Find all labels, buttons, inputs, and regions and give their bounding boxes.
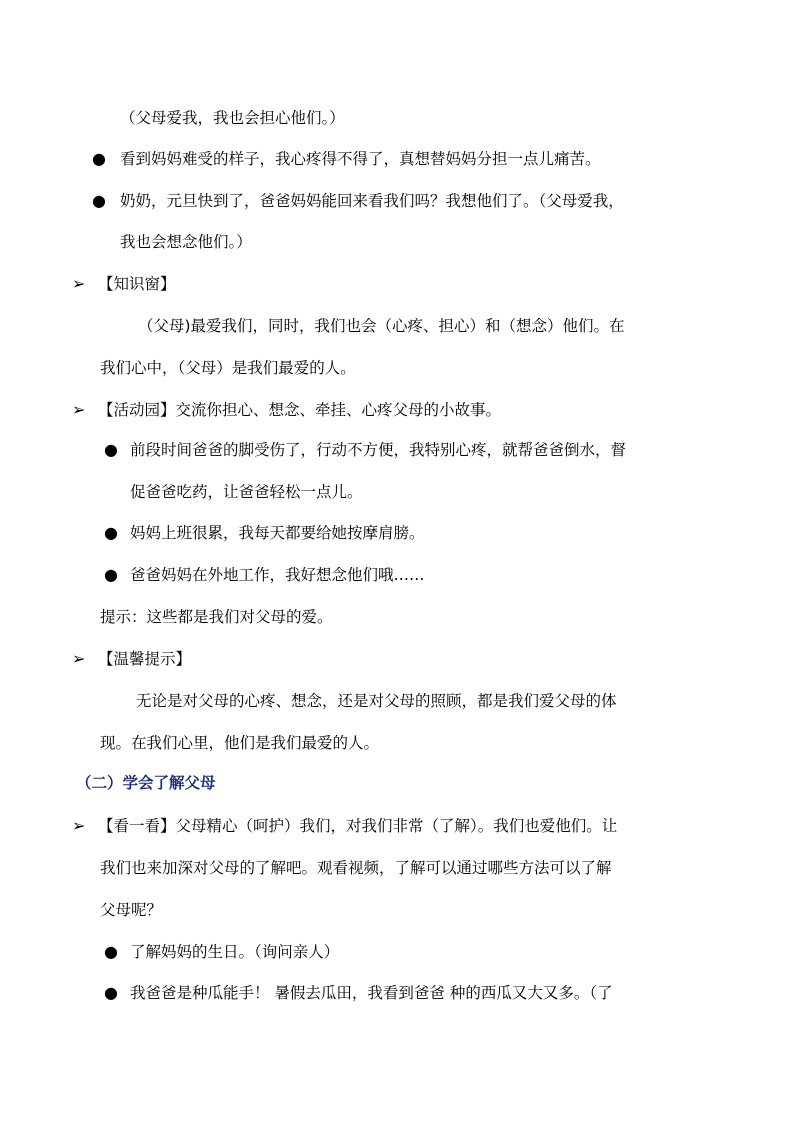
list-item: 了解妈妈的生日。（询问亲人） [130,943,340,961]
list-item: 奶奶，元旦快到了，爸爸妈妈能回来看我们吗？我想他们了。（父母爱我， [120,192,624,210]
bullet-icon: ● [104,440,118,459]
section-heading: 【知识窗】 [98,275,176,293]
paragraph-line: （父母爱我，我也会担心他们。） [120,109,345,127]
section-heading: 【活动园】交流你担心、想念、牵挂、心疼父母的小故事。 [98,401,502,419]
list-item: 我爸爸是种瓜能手！ 暑假去瓜田，我看到爸爸 种的西瓜又大又多。（了 [130,984,613,1002]
arrow-icon: ➢ [72,400,86,419]
paragraph-line: （父母)最爱我们，同时，我们也会（心疼、担心）和（想念）他们。在 [138,317,625,335]
list-item-continuation: 我也会想念他们。） [120,233,252,251]
section-heading: 【温馨提示】 [98,650,192,668]
bullet-icon: ● [104,565,118,584]
paragraph-line: 无论是对父母的心疼、想念，还是对父母的照顾，都是我们爱父母的体 [136,692,617,710]
list-item: 爸爸妈妈在外地工作，我好想念他们哦…… [130,566,425,584]
list-item: 妈妈上班很累，我每天都要给她按摩肩膀。 [130,524,425,542]
bullet-icon: ● [104,942,118,961]
bullet-icon: ● [104,983,118,1002]
arrow-icon: ➢ [72,816,86,835]
hint-text: 提示：这些都是我们对父母的爱。 [100,608,333,626]
paragraph-line: 父母呢？ [100,901,163,919]
section-heading: 【看一看】父母精心（呵护）我们，对我们非常（了解）。我们也爱他们。让 [98,817,618,835]
list-item: 看到妈妈难受的样子，我心疼得不得了，真想替妈妈分担一点儿痛苦。 [120,150,601,168]
arrow-icon: ➢ [72,649,86,668]
bullet-icon: ● [92,149,106,168]
paragraph-line: 我们也来加深对父母的了解吧。观看视频，了解可以通过哪些方法可以了解 [100,859,612,877]
list-item-continuation: 促爸爸吃药，让爸爸轻松一点儿。 [130,483,363,501]
paragraph-line: 现。在我们心里，他们是我们最爱的人。 [100,734,380,752]
bullet-icon: ● [104,523,118,542]
paragraph-line: 我们心中，（父母）是我们最爱的人。 [100,359,356,377]
arrow-icon: ➢ [72,274,86,293]
subsection-title: （二）学会了解父母 [76,774,216,792]
list-item: 前段时间爸爸的脚受伤了，行动不方便，我特别心疼，就帮爸爸倒水，督 [130,441,627,459]
bullet-icon: ● [92,191,106,210]
